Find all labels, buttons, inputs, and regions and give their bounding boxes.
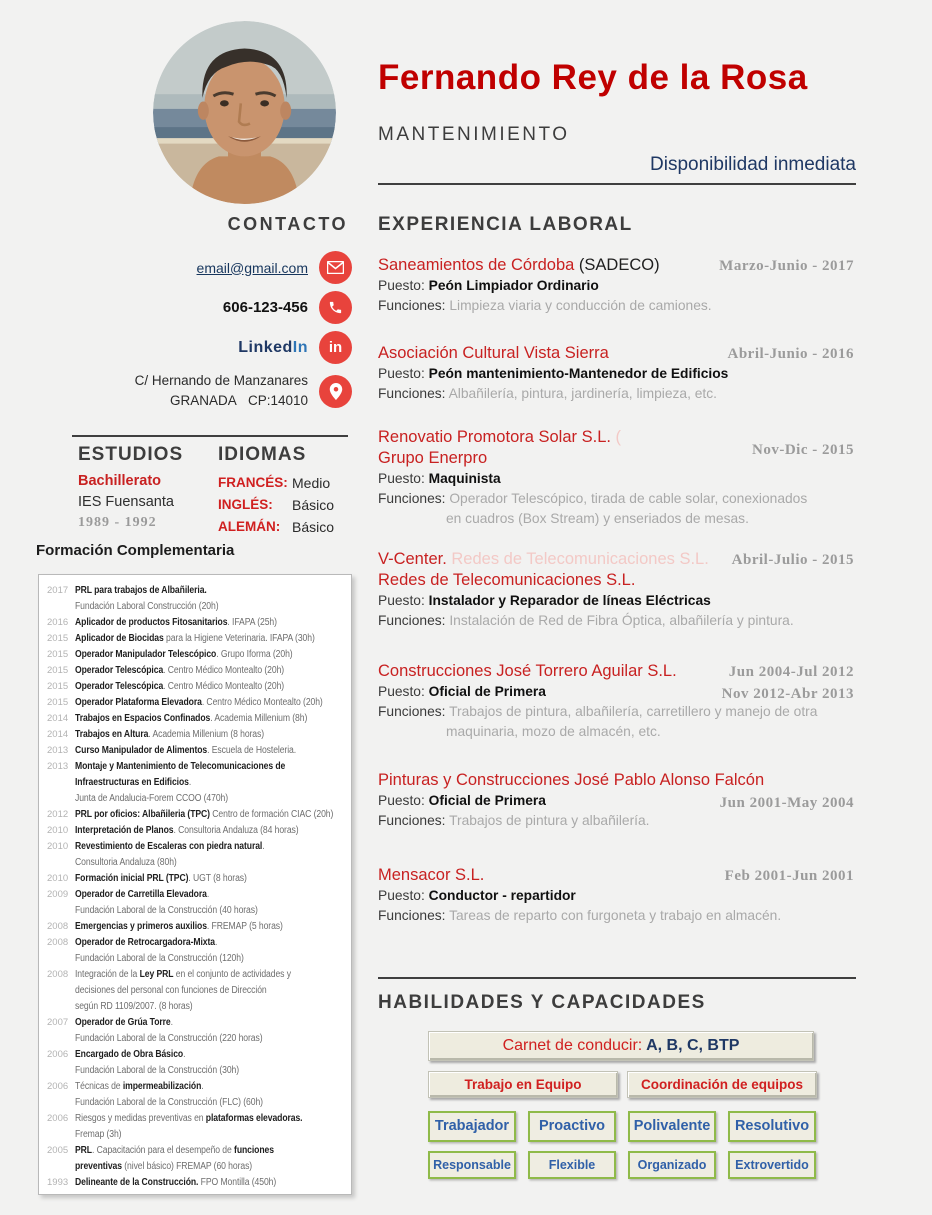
job-puesto <box>378 886 856 906</box>
course-line <box>47 839 347 855</box>
job-puesto-label: Puesto: <box>378 684 429 699</box>
job-company-segment: Saneamientos de Córdoba <box>378 256 575 274</box>
course-text: Fundación Laboral Construcción (20h) <box>75 601 219 612</box>
formacion-box <box>38 574 352 1195</box>
phone-icon <box>319 291 352 324</box>
job-funciones <box>378 702 856 722</box>
course-year: 2008 <box>47 937 69 948</box>
course-year: 2006 <box>47 1113 69 1124</box>
job-funciones-label: Funciones: <box>378 704 450 719</box>
contact-title: CONTACTO <box>227 214 348 234</box>
job-entry <box>378 770 856 831</box>
job-funciones-value: Albañilería, pintura, jardinería, limpieza, etc. <box>448 386 717 401</box>
job-puesto <box>378 591 856 611</box>
job-funciones-cont: maquinaria, mozo de almacén, etc. <box>446 724 661 739</box>
course-line <box>47 1079 347 1095</box>
course-line <box>47 903 347 919</box>
job-funciones-value: Trabajos de pintura, albañilería, carretillero y manejo de otra <box>449 704 818 719</box>
course-line <box>47 951 347 967</box>
job-puesto-label: Puesto: <box>378 278 429 293</box>
school: IES Fuensanta <box>78 494 174 510</box>
course-line <box>47 615 347 631</box>
job-funciones <box>378 611 856 631</box>
course-text: Fundación Laboral de la Construcción (220 horas) <box>75 1033 263 1044</box>
course-line <box>47 727 347 743</box>
course-line <box>47 679 347 695</box>
course-year: 2005 <box>47 1145 69 1156</box>
experiencia-section <box>378 214 856 926</box>
job-entry <box>378 427 856 529</box>
linkedin-link-part1: Linked <box>238 338 293 356</box>
language-level: Básico <box>292 519 335 535</box>
course-line <box>47 919 347 935</box>
course-line <box>47 1047 347 1063</box>
job-funciones-label: Funciones: <box>378 908 450 923</box>
course-text: decisiones del personal con funciones de Dirección <box>75 985 267 996</box>
course-text: Junta de Andalucia-Forem CCOO (470h) <box>75 793 229 804</box>
language-name: ALEMÁN: <box>218 519 281 534</box>
course-text: Emergencias y primeros auxilios. FREMAP (5 horas) <box>75 921 283 932</box>
course-line <box>47 663 347 679</box>
job-puesto-value: Oficial de Primera <box>428 684 546 699</box>
job-dates: Nov 2012-Abr 2013 <box>721 686 854 702</box>
linkedin-icon <box>319 331 352 364</box>
course-line <box>47 695 347 711</box>
course-text: Operador Manipulador Telescópico. Grupo Iforma (20h) <box>75 649 293 660</box>
course-line <box>47 1159 347 1175</box>
course-line <box>47 1127 347 1143</box>
carnet-label: Carnet de conducir: <box>502 1037 643 1054</box>
linkedin-icon-glyph: in <box>328 339 343 356</box>
jobs-list <box>378 255 856 926</box>
language-row <box>218 497 354 513</box>
course-year <box>47 1031 75 1047</box>
course-line <box>47 1111 347 1127</box>
trait-row <box>428 1151 856 1179</box>
trait-badge: Extrovertido <box>728 1151 816 1179</box>
course-line <box>47 1063 347 1079</box>
course-line <box>47 1031 347 1047</box>
course-text: Trabajos en Altura. Academia Millenium (8 horas) <box>75 729 265 740</box>
job-funciones <box>378 384 856 404</box>
course-year: 2015 <box>47 697 69 708</box>
address-line1: C/ Hernando de Manzanares <box>134 373 308 388</box>
course-line <box>47 1095 347 1111</box>
team-badges-row <box>428 1071 856 1098</box>
course-text: PRL por oficios: Albañileria (TPC) Centro de formación CIAC (20h) <box>75 809 334 820</box>
course-year: 2009 <box>47 889 69 900</box>
contact-email-row <box>36 251 352 284</box>
job-dates: Feb 2001-Jun 2001 <box>724 868 854 884</box>
language-name: FRANCÉS: <box>218 475 288 490</box>
course-text: Aplicador de Biocidas para la Higiene Veterinaria. IFAPA (30h) <box>75 633 315 644</box>
course-year: 1993 <box>47 1177 69 1188</box>
course-year: 2007 <box>47 1017 69 1028</box>
job-dates: Abril-Junio - 2016 <box>727 346 854 362</box>
language-row <box>218 519 354 535</box>
course-text: Delineante de la Construcción. FPO Montilla (450h) <box>75 1177 277 1188</box>
course-text: Operador de Retrocargadora-Mixta. <box>75 937 218 948</box>
course-year <box>47 999 75 1015</box>
job-company-line2 <box>378 570 856 591</box>
job-funciones <box>378 906 856 926</box>
job-funciones-value: Limpieza viaria y conducción de camiones. <box>449 298 712 313</box>
experiencia-title: EXPERIENCIA LABORAL <box>378 214 633 235</box>
course-year: 2013 <box>47 745 69 756</box>
course-text: Operador Plataforma Elevadora. Centro Médico Montealto (20h) <box>75 697 323 708</box>
job-entry <box>378 865 856 926</box>
course-text: Operador de Grúa Torre. <box>75 1017 173 1028</box>
course-text: Encargado de Obra Básico. <box>75 1049 186 1060</box>
course-text: preventivas (nivel básico) FREMAP (60 horas) <box>75 1161 253 1172</box>
job-puesto-label: Puesto: <box>378 593 429 608</box>
course-year <box>47 775 75 791</box>
job-puesto-label: Puesto: <box>378 366 429 381</box>
course-line <box>47 759 347 775</box>
course-year <box>47 983 75 999</box>
job-company-segment: Redes de Telecomunicaciones S.L. <box>378 571 636 589</box>
course-year: 2015 <box>47 633 69 644</box>
carnet-badge <box>428 1031 814 1061</box>
course-year: 2016 <box>47 617 69 628</box>
job-company-segment: V-Center. <box>378 550 447 568</box>
left-divider <box>72 435 348 437</box>
course-text: Revestimiento de Escaleras con piedra natural. <box>75 841 265 852</box>
course-line <box>47 935 347 951</box>
course-text: Integración de la Ley PRL en el conjunto de actividades y <box>75 969 291 980</box>
job-puesto <box>378 276 856 296</box>
course-year <box>47 1159 75 1175</box>
job-funciones-value: Tareas de reparto con furgoneta y trabajo en almacén. <box>449 908 782 923</box>
course-year: 2012 <box>47 809 69 820</box>
course-year: 2015 <box>47 681 69 692</box>
course-line <box>47 775 347 791</box>
trait-badge: Organizado <box>628 1151 716 1179</box>
envelope-icon <box>319 251 352 284</box>
job-funciones <box>378 811 856 831</box>
course-line <box>47 631 347 647</box>
course-text: Técnicas de impermeabilización. <box>75 1081 204 1092</box>
degree: Bachillerato <box>78 473 161 489</box>
job-company-segment: Mensacor S.L. <box>378 866 485 884</box>
course-text: según RD 1109/2007. (8 horas) <box>75 1001 193 1012</box>
job-subtitle: MANTENIMIENTO <box>378 124 570 145</box>
page-title: Fernando Rey de la Rosa <box>378 58 808 97</box>
contact-address-row <box>36 371 352 411</box>
idiomas-list <box>218 475 354 535</box>
job-company-segment: Construcciones José Torrero Aguilar S.L. <box>378 662 677 680</box>
profile-photo-illustration <box>153 21 336 204</box>
course-text: PRL. Capacitación para el desempeño de funciones <box>75 1145 274 1156</box>
course-year: 2013 <box>47 761 69 772</box>
course-line <box>47 1175 347 1191</box>
job-funciones-label: Funciones: <box>378 491 450 506</box>
study-years: 1989 - 1992 <box>78 515 157 530</box>
course-text: Fundación Laboral de la Construcción (FLC) (60h) <box>75 1097 263 1108</box>
job-puesto-value: Peón Limpiador Ordinario <box>428 278 599 293</box>
course-line <box>47 791 347 807</box>
job-funciones-label: Funciones: <box>378 613 450 628</box>
job-puesto-value: Conductor - repartidor <box>428 888 576 903</box>
course-line <box>47 887 347 903</box>
course-text: PRL para trabajos de Albañileria. <box>75 585 207 596</box>
course-text: Operador Telescópica. Centro Médico Montealto (20h) <box>75 665 285 676</box>
course-line <box>47 583 347 599</box>
job-entry <box>378 549 856 631</box>
language-level: Medio <box>292 475 331 491</box>
job-dates: Nov-Dic - 2015 <box>752 442 854 458</box>
course-year <box>47 1095 75 1111</box>
job-funciones-value: Instalación de Red de Fibra Óptica, albañilería y pintura. <box>449 613 794 628</box>
course-text: Trabajos en Espacios Confinados. Academia Millenium (8h) <box>75 713 308 724</box>
contact-linkedin-row <box>36 331 352 364</box>
course-year: 2008 <box>47 921 69 932</box>
job-puesto-value: Oficial de Primera <box>428 793 546 808</box>
course-year: 2010 <box>47 841 69 852</box>
formacion-title: Formación Complementaria <box>36 542 235 559</box>
job-puesto-label: Puesto: <box>378 793 429 808</box>
job-puesto <box>378 364 856 384</box>
job-entry <box>378 343 856 404</box>
trait-badge: Trabajador <box>428 1111 516 1142</box>
job-puesto-label: Puesto: <box>378 888 429 903</box>
job-funciones <box>378 296 856 316</box>
course-text: Operador de Carretilla Elevadora. <box>75 889 210 900</box>
course-text: Fundación Laboral de la Construcción (40 horas) <box>75 905 258 916</box>
job-company-segment: Redes de Telecomunicaciones S.L. <box>446 550 709 568</box>
course-text: Infraestructuras en Edificios. <box>75 777 192 788</box>
course-line <box>47 711 347 727</box>
job-dates: Abril-Julio - 2015 <box>731 552 854 568</box>
job-entry <box>378 255 856 316</box>
contact-section <box>36 214 352 418</box>
course-year: 2015 <box>47 649 69 660</box>
course-text: Fundación Laboral de la Construcción (30h) <box>75 1065 240 1076</box>
job-funciones <box>378 489 856 509</box>
job-company-segment: Renovatio Promotora Solar S.L. <box>378 428 611 446</box>
phone-number: 606-123-456 <box>222 299 308 316</box>
job-funciones-label: Funciones: <box>378 298 450 313</box>
carnet-value: A, B, C, BTP <box>642 1037 740 1054</box>
trait-badges <box>378 1111 856 1179</box>
linkedin-link-part2: In <box>292 338 308 356</box>
job-dates: Jun 2001-May 2004 <box>719 795 854 811</box>
trait-badge: Resolutivo <box>728 1111 816 1142</box>
job-funciones-label: Funciones: <box>378 813 450 828</box>
course-line <box>47 807 347 823</box>
availability-note: Disponibilidad inmediata <box>650 154 856 175</box>
trait-badge: Flexible <box>528 1151 616 1179</box>
language-row <box>218 475 354 491</box>
course-line <box>47 999 347 1015</box>
course-line <box>47 983 347 999</box>
idiomas-title: IDIOMAS <box>218 444 307 465</box>
course-year <box>47 791 75 807</box>
course-text: Curso Manipulador de Alimentos. Escuela de Hosteleria. <box>75 745 297 756</box>
trait-row <box>428 1111 856 1142</box>
language-name: INGLÉS: <box>218 497 273 512</box>
estudios-title: ESTUDIOS <box>78 444 184 465</box>
course-year: 2006 <box>47 1049 69 1060</box>
skills-divider <box>378 977 856 979</box>
job-company-segment: ( <box>610 428 622 446</box>
header <box>378 58 856 176</box>
course-text: Aplicador de productos Fitosanitarios. IFAPA (25h) <box>75 617 277 628</box>
course-year <box>47 855 75 871</box>
course-year: 2006 <box>47 1081 69 1092</box>
course-line <box>47 743 347 759</box>
course-year: 2015 <box>47 665 69 676</box>
trait-badge: Responsable <box>428 1151 516 1179</box>
course-text: Riesgos y medidas preventivas en plataformas elevadoras. <box>75 1113 303 1124</box>
course-year: 2010 <box>47 825 69 836</box>
email-link[interactable]: email@gmail.com <box>196 259 308 276</box>
location-pin-icon <box>319 375 352 408</box>
course-line <box>47 871 347 887</box>
habilidades-title: HABILIDADES Y CAPACIDADES <box>378 992 706 1013</box>
course-year: 2017 <box>47 585 69 596</box>
course-year: 2014 <box>47 729 69 740</box>
job-puesto <box>378 469 856 489</box>
contact-phone-row <box>36 291 352 324</box>
course-year <box>47 903 75 919</box>
job-puesto-label: Puesto: <box>378 471 429 486</box>
course-text: Formación inicial PRL (TPC). UGT (8 horas) <box>75 873 247 884</box>
linkedin-link[interactable] <box>238 339 308 357</box>
job-funciones-value: Operador Telescópico, tirada de cable solar, conexionados <box>449 491 808 506</box>
course-text: Interpretación de Planos. Consultoria Andaluza (84 horas) <box>75 825 299 836</box>
job-dates: Marzo-Junio - 2017 <box>719 258 854 274</box>
estudios-section <box>78 444 216 531</box>
job-entry <box>378 661 856 742</box>
job-company-segment: Asociación Cultural Vista Sierra <box>378 344 609 362</box>
course-text: Fundación Laboral de la Construcción (120h) <box>75 953 244 964</box>
job-company <box>378 770 856 791</box>
course-line <box>47 855 347 871</box>
course-line <box>47 1015 347 1031</box>
idiomas-section <box>218 444 354 535</box>
trait-badge: Proactivo <box>528 1111 616 1142</box>
course-year: 2010 <box>47 873 69 884</box>
course-year <box>47 1127 75 1143</box>
course-text: Montaje y Mantenimiento de Telecomunicaciones de <box>75 761 286 772</box>
trait-badge: Polivalente <box>628 1111 716 1142</box>
job-puesto-value: Instalador y Reparador de líneas Eléctricas <box>428 593 711 608</box>
course-year <box>47 1063 75 1079</box>
course-line <box>47 967 347 983</box>
job-company-segment: Pinturas y Construcciones José Pablo Alonso Falcón <box>378 771 765 789</box>
job-company-segment: Grupo Enerpro <box>378 449 488 467</box>
course-year <box>47 951 75 967</box>
course-year <box>47 599 75 615</box>
course-text: Operador Telescópica. Centro Médico Montealto (20h) <box>75 681 285 692</box>
job-puesto-value: Peón mantenimiento-Mantenedor de Edificios <box>428 366 729 381</box>
course-line <box>47 599 347 615</box>
course-text: Fremap (3h) <box>75 1129 122 1140</box>
header-divider <box>378 183 856 185</box>
course-year: 2008 <box>47 969 69 980</box>
habilidades-section <box>378 992 856 1179</box>
job-company-segment: (SADECO) <box>574 256 660 274</box>
job-funciones-cont: en cuadros (Box Stream) y enseriados de mesas. <box>446 511 749 526</box>
course-line <box>47 1143 347 1159</box>
profile-photo <box>153 21 336 204</box>
course-line <box>47 647 347 663</box>
job-funciones-value: Trabajos de pintura y albañilería. <box>449 813 650 828</box>
course-year: 2014 <box>47 713 69 724</box>
job-puesto-value: Maquinista <box>428 471 501 486</box>
address-text <box>135 371 308 411</box>
job-dates: Jun 2004-Jul 2012 <box>728 664 854 680</box>
course-line <box>47 823 347 839</box>
language-level: Básico <box>292 497 335 513</box>
address-line2: GRANADA CP:14010 <box>169 393 308 408</box>
team-skill-badge: Coordinación de equipos <box>627 1071 817 1098</box>
course-text: Consultoria Andaluza (80h) <box>75 857 177 868</box>
team-skill-badge: Trabajo en Equipo <box>428 1071 618 1098</box>
job-funciones-label: Funciones: <box>378 386 449 401</box>
